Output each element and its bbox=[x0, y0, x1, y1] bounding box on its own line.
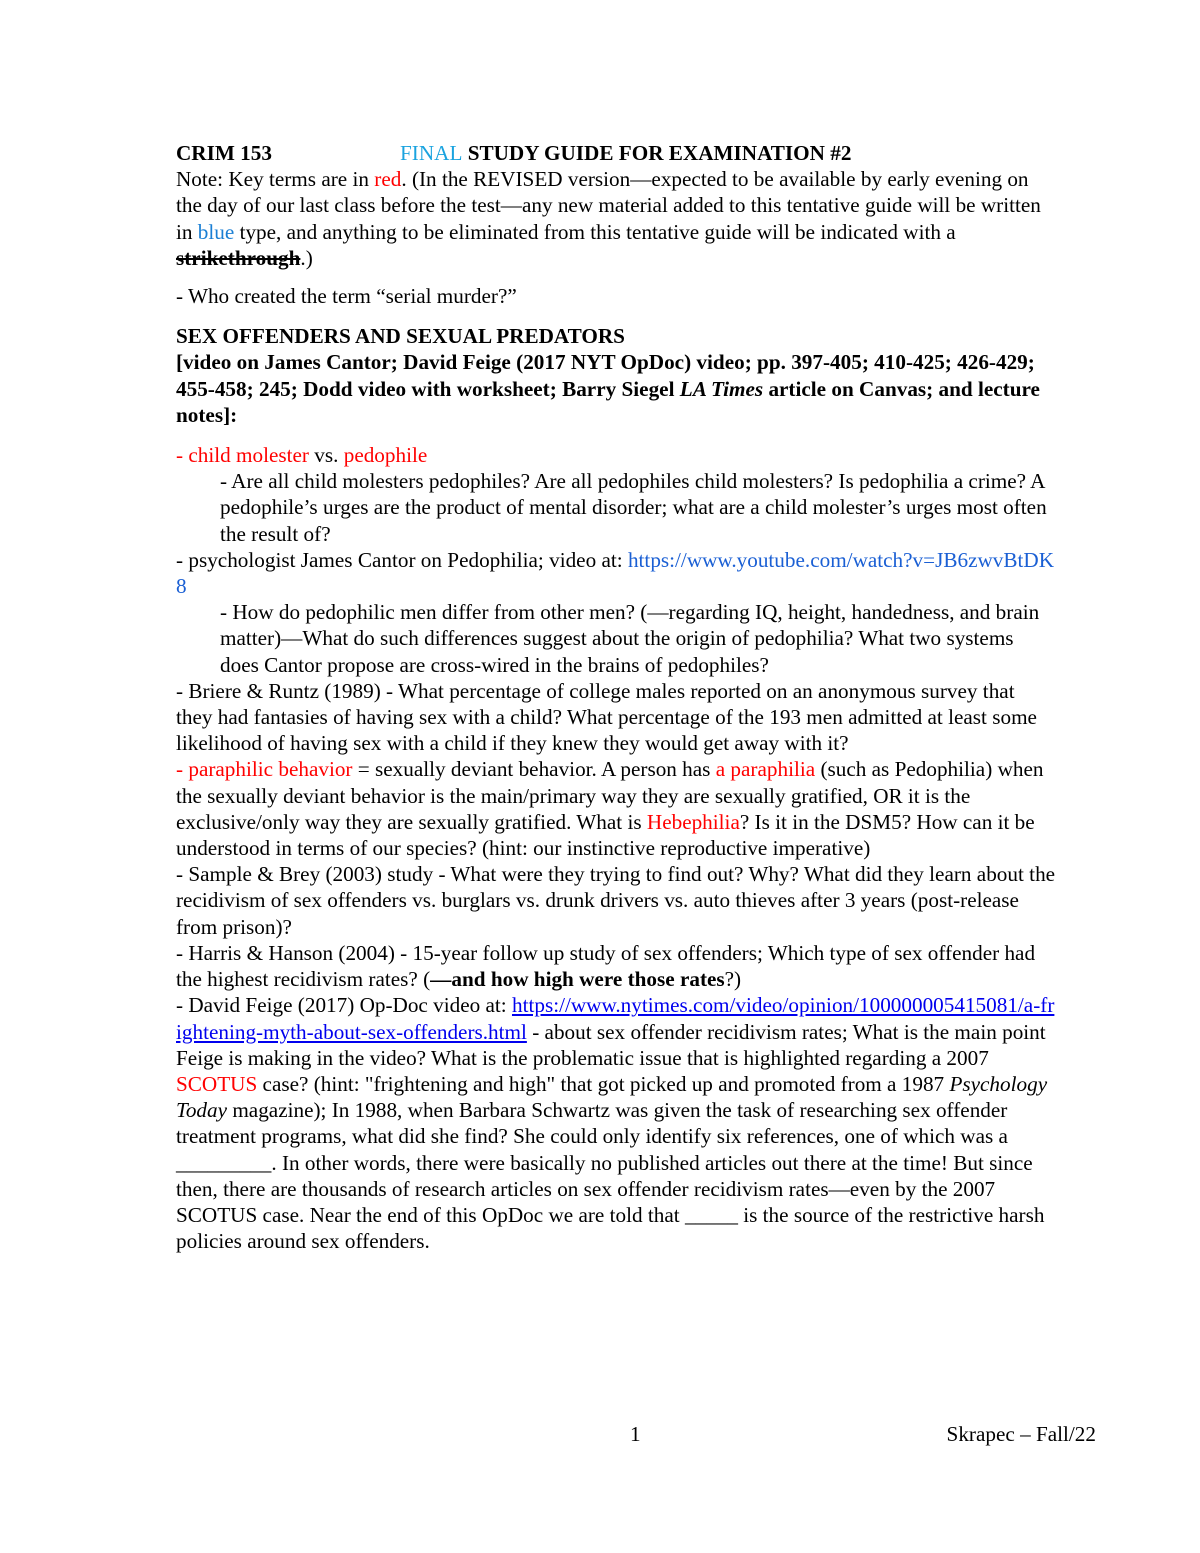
term-paraphilic-behavior: - paraphilic behavior bbox=[176, 757, 353, 782]
note-paragraph: Note: Key terms are in red. (In the REVISED version—expected to be available by early evening on the day of our last class before the test—any new material added to this tentative guide will be written in blue type, and anything to be eliminated from this tentative guide will be indicated with a strikethrough.) bbox=[176, 167, 1041, 270]
document-page bbox=[176, 140, 1056, 1254]
title-rest: STUDY GUIDE FOR EXAMINATION #2 bbox=[467, 141, 852, 165]
section-heading: SEX OFFENDERS AND SEXUAL PREDATORS bbox=[176, 324, 625, 349]
strikethrough-word: strikethrough bbox=[176, 245, 301, 270]
term-child-molester: child molester bbox=[188, 443, 309, 468]
term-hebephilia: Hebephilia bbox=[646, 809, 740, 834]
blue-key-word: blue bbox=[197, 219, 235, 244]
list-item-harris-hanson: - Harris & Hanson (2004) - 15-year follow up study of sex offenders; Which type of sex offender had the highest recidivism rates? (—and how high were those rates?) bbox=[176, 940, 1036, 992]
list-item-briere: - Briere & Runtz (1989) - What percentage of college males reported on an anonymous survey that they had fantasies of having sex with a child? What percentage of the 193 men admitted at least some likelihood of having sex with a child if they knew they would get away with it? bbox=[176, 678, 1037, 756]
serial-murder-question: - Who created the term “serial murder?” bbox=[176, 284, 517, 309]
list-item-feige: - David Feige (2017) Op-Doc video at: https://www.nytimes.com/video/opinion/100000005415081/a-frightening-myth-about-sex-offenders.html - about sex offender recidivism rates; What is the main point Feige is making in the video? What is the problematic issue that is highlighted regarding a 2007 SCOTUS case? (hint: "frightening and high" that got picked up and promoted from a 1987 Psychology Today magazine); In 1988, when Barbara Schwartz was given the task of researching sex offender treatment programs, what did she find? She could only identify six references, one of which was a _________. In other words, there were basically no published articles out there at the time! But since then, there are thousands of research articles on sex offender recidivism rates—even by the 2007 SCOTUS case. Near the end of this OpDoc we are told that _____ is the source of the restrictive harsh policies around sex offenders. bbox=[176, 993, 1055, 1254]
final-word: FINAL bbox=[400, 141, 463, 165]
term-scotus: SCOTUS bbox=[176, 1071, 258, 1096]
footer-signature: Skrapec – Fall/22 bbox=[946, 1422, 1096, 1446]
list-item-cantor: - psychologist James Cantor on Pedophilia; video at: https://www.youtube.com/watch?v=JB6zwvBtDK8 bbox=[176, 547, 1054, 599]
cantor-video-link[interactable]: https://www.youtube.com/watch?v=JB6zwvBtDK8 bbox=[176, 547, 1054, 599]
red-key-word: red bbox=[374, 167, 402, 192]
page-number: 1 bbox=[630, 1422, 641, 1446]
list-item-sample-brey: - Sample & Brey (2003) study - What were they trying to find out? Why? What did they learn about the recidivism of sex offenders vs. burglars vs. drunk drivers vs. auto thieves after 3 years (post-release from prison)? bbox=[176, 862, 1056, 939]
document-title bbox=[176, 140, 1056, 166]
list-item-paraphilia: - paraphilic behavior = sexually deviant behavior. A person has a paraphilia (such as Pedophilia) when the sexually deviant behavior is the main/primary way they are sexually gratified, OR it is the exclusive/only way they are sexually gratified. What is Hebephilia? Is it in the DSM5? How can it be understood in terms of our species? (hint: our instinctive reproductive imperative) bbox=[176, 757, 1044, 861]
list-subitem-cantor: - How do pedophilic men differ from other men? (—regarding IQ, height, handedness, and brain matter)—What do such differences suggest about the origin of pedophilia? What two systems does Cantor propose are cross-wired in the brains of pedophiles? bbox=[220, 600, 1040, 677]
title-text bbox=[400, 140, 851, 166]
term-pedophile: pedophile bbox=[343, 443, 428, 468]
list-subitem-molester: - Are all child molesters pedophiles? Are all pedophiles child molesters? Is pedophilia a crime? A pedophile’s urges are the product of mental disorder; what are a child molester’s urges most often the result of? bbox=[220, 469, 1047, 546]
course-code: CRIM 153 bbox=[176, 141, 272, 165]
feige-video-link[interactable]: https://www.nytimes.com/video/opinion/100000005415081/a-frightening-myth-about-sex-offenders.html bbox=[176, 993, 1055, 1044]
term-paraphilia: a paraphilia bbox=[715, 757, 816, 782]
section-sources: [video on James Cantor; David Feige (2017 NYT OpDoc) video; pp. 397-405; 410-425; 426-429; 455-458; 245; Dodd video with worksheet; Barry Siegel LA Times article on Canvas; and lecture notes]: bbox=[176, 350, 1040, 427]
list-item-molester: - child molester vs. pedophile bbox=[176, 443, 428, 468]
